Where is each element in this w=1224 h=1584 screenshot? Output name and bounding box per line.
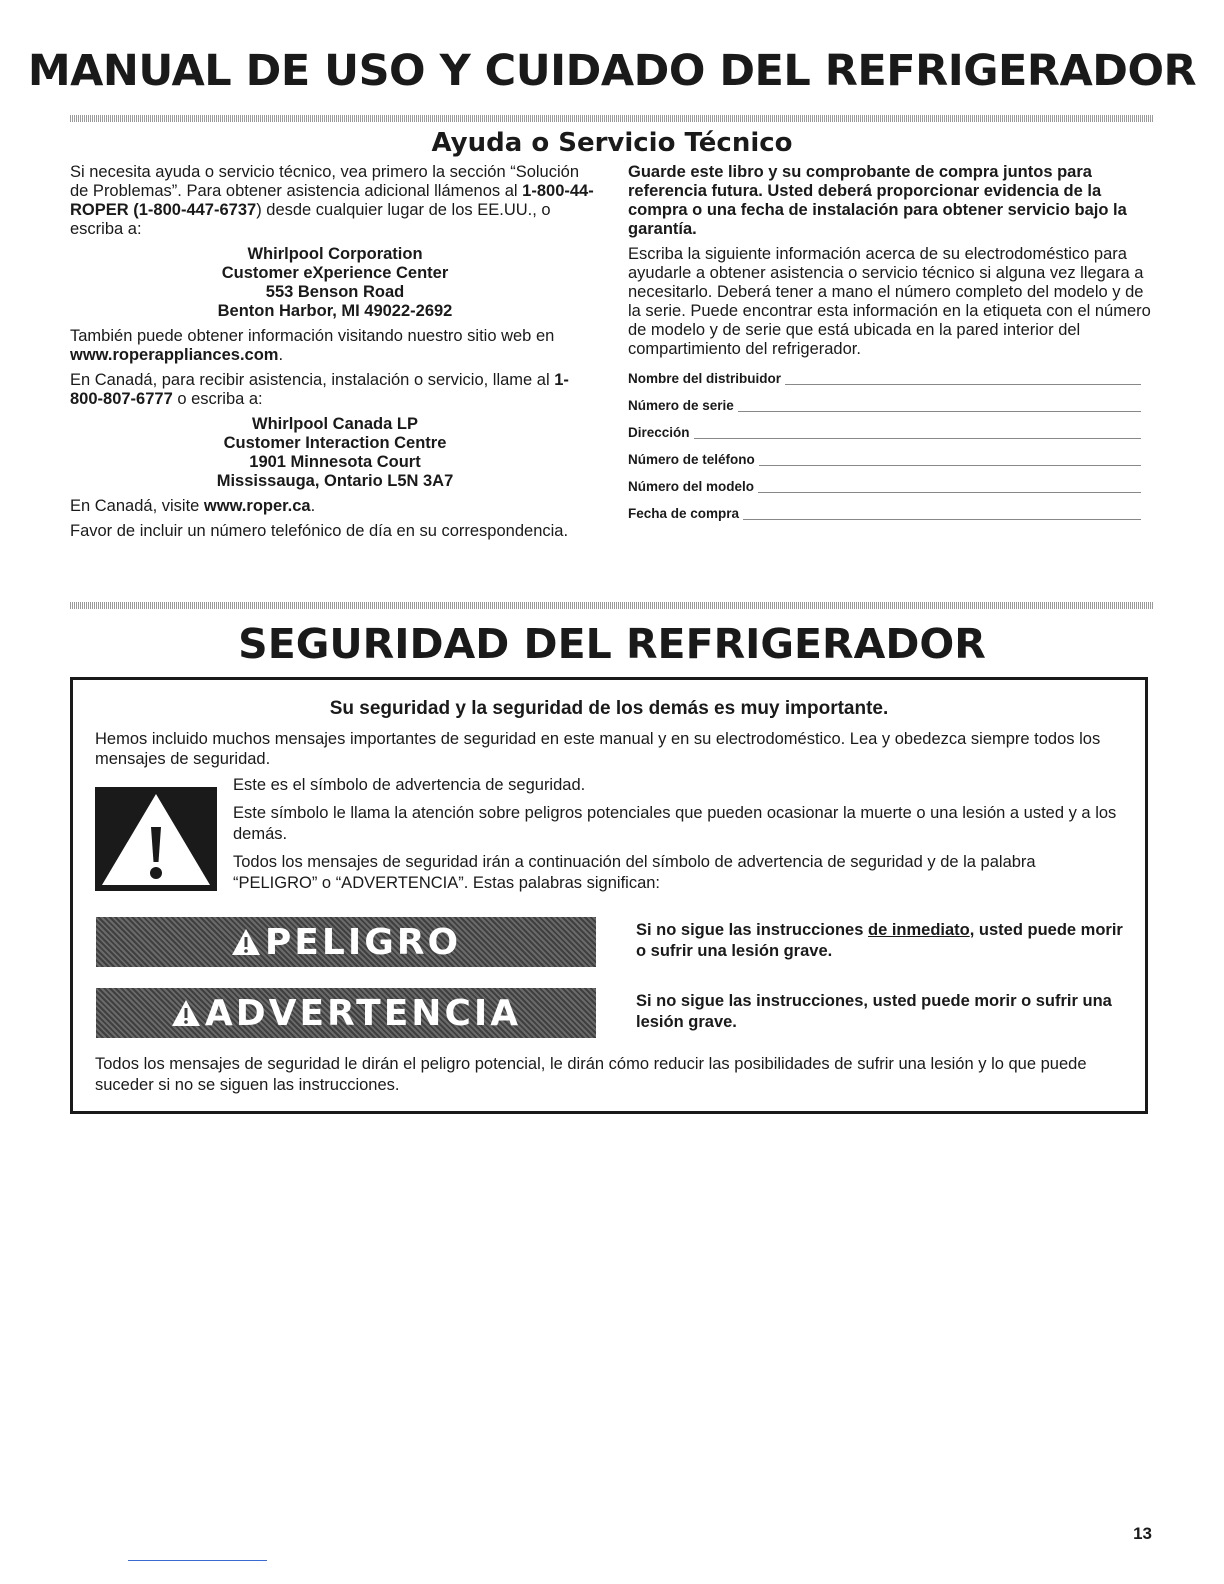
us-address: Whirlpool Corporation Customer eXperience Center 553 Benson Road Benton Harbor, MI 49022-2692 (217, 245, 453, 320)
safety-title: SEGURIDAD DEL REFRIGERADOR (238, 620, 986, 668)
safety-heading: Su seguridad y la seguridad de los demás es muy importante. (329, 698, 889, 719)
danger-signal-bar (96, 917, 596, 967)
warning-triangle-icon (171, 999, 201, 1027)
blank-line (785, 384, 1141, 385)
page-title: MANUAL DE USO Y CUIDADO DEL REFRIGERADOR (27, 46, 1197, 96)
blank-line (743, 519, 1141, 520)
form-field-dealer: Nombre del distribuidor (628, 361, 1141, 388)
divider (70, 115, 1154, 122)
record-info-paragraph: Escriba la siguiente información acerca de su electrodoméstico para ayudarle a obtener asistencia o servicio técnico si alguna vez llegara a necesitarlo. Deberá tener a mano el número completo del modelo y de la serie. Puede encontrar esta información en la etiqueta con el número de modelo y de serie que está ubicada en la pared interior del compartimiento del refrigerador. (628, 245, 1151, 358)
safety-footer: Todos los mensajes de seguridad le dirán el peligro potencial, le dirán cómo reducir las posibilidades de sufrir una lesión y lo que puede suceder si no se siguen las instrucciones. (95, 1055, 1087, 1094)
canada-address: Whirlpool Canada LP Customer Interaction Centre 1901 Minnesota Court Mississauga, Ontario L5N 3A7 (216, 415, 454, 490)
phone-note: Favor de incluir un número telefónico de día en su correspondencia. (70, 522, 569, 540)
safety-intro: Hemos incluido muchos mensajes importantes de seguridad en este manual y en su electrodoméstico. Lea y obedezca siempre todos los mensajes de seguridad. (95, 730, 1101, 768)
website-paragraph: También puede obtener información visitando nuestro sitio web en www.roperappliances.com. (70, 327, 555, 364)
safety-box (70, 677, 1148, 1114)
warning-triangle-icon (95, 787, 217, 891)
blank-line (694, 438, 1141, 439)
form-field-serial: Número de serie (628, 388, 1141, 415)
warranty-note: Guarde este libro y su comprobante de compra juntos para referencia futura. Usted deberá proporcionar evidencia de la compra o una fecha de instalación para obtener servicio bajo la garantía. (628, 163, 1127, 238)
assistance-right-column (628, 163, 1154, 523)
warning-word: ADVERTENCIA (204, 992, 522, 1034)
footer-rule (128, 1560, 267, 1561)
blank-line (758, 492, 1141, 493)
assistance-heading: Ayuda o Servicio Técnico (431, 128, 793, 158)
form-field-phone: Número de teléfono (628, 442, 1141, 469)
danger-description: Si no sigue las instrucciones de inmediato, usted puede morir o sufrir una lesión grave. (636, 921, 1123, 960)
symbol-explanation: Este es el símbolo de advertencia de seguridad. Este símbolo le llama la atención sobre peligros potenciales que pueden ocasionar la muerte o una lesión a usted y a los demás. Todos los mensajes de seguridad irán a continuación del símbolo de advertencia de seguridad y de la palabra “PELIGRO” o “ADVERTENCIA”. Estas palabras significan: (233, 776, 1117, 892)
canada-phone: 1-800-807-6777 (70, 371, 569, 408)
us-phone: 1-800-44-ROPER (1-800-447-6737 (70, 182, 594, 219)
us-website-link[interactable]: www.roperappliances.com (70, 346, 279, 364)
page-number: 13 (1133, 1524, 1152, 1543)
warning-description: Si no sigue las instrucciones, usted puede morir o sufrir una lesión grave. (636, 992, 1112, 1031)
warning-triangle-icon (231, 928, 261, 956)
help-paragraph: Si necesita ayuda o servicio técnico, vea primero la sección “Solución de Problemas”. Para obtener asistencia adicional llámenos al 1-800-44-ROPER (1-800-447-6737) desde cualquier lugar de los EE.UU., o escriba a: (70, 163, 594, 238)
canada-website-link[interactable]: www.roper.ca (203, 497, 311, 515)
form-field-model: Número del modelo (628, 469, 1141, 496)
assistance-left-column (70, 163, 600, 547)
danger-word: PELIGRO (264, 921, 462, 963)
warning-signal-bar (96, 988, 596, 1038)
blank-line (759, 465, 1141, 466)
blank-line (738, 411, 1141, 412)
safety-alert-icon (95, 787, 217, 891)
canada-paragraph: En Canadá, para recibir asistencia, instalación o servicio, llame al 1-800-807-6777 o escriba a: (70, 371, 569, 408)
divider (70, 602, 1154, 609)
form-field-purchase-date: Fecha de compra (628, 496, 1141, 523)
canada-website-paragraph: En Canadá, visite www.roper.ca. (70, 497, 316, 515)
form-field-address: Dirección (628, 415, 1141, 442)
